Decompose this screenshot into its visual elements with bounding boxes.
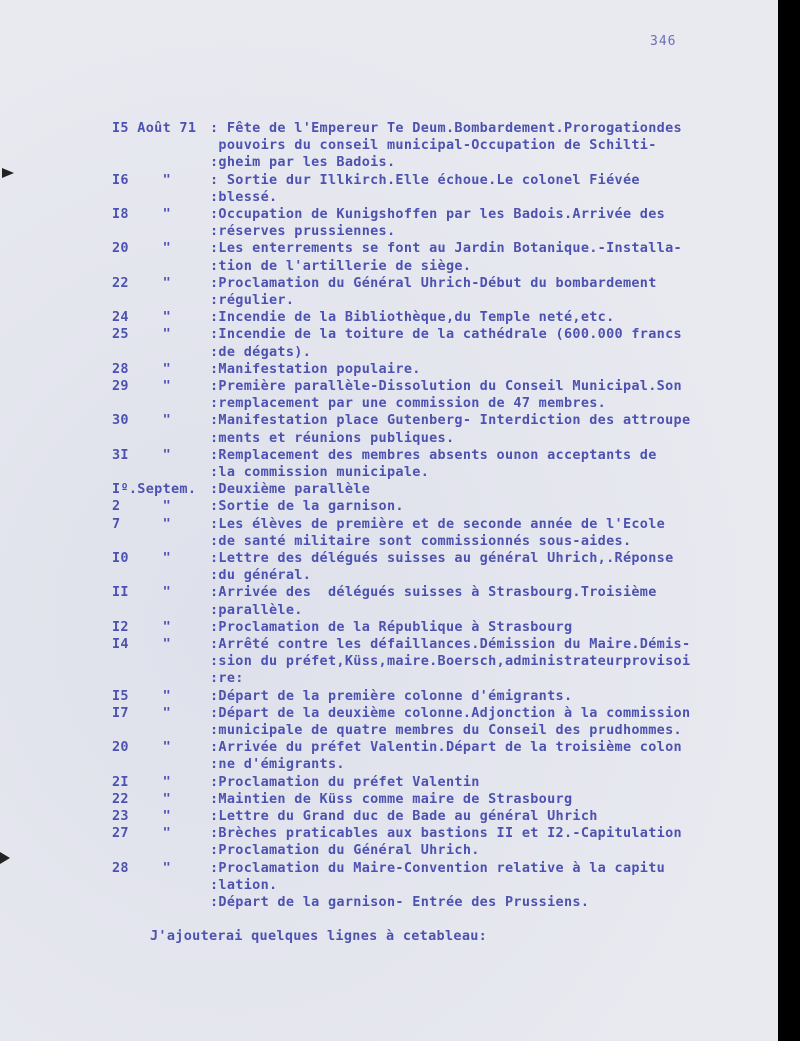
- entry-text-line: :ments et réunions publiques.: [210, 429, 455, 446]
- entry-date: 28 ": [112, 859, 171, 876]
- entry-date: Iº.Septem.: [112, 481, 197, 498]
- entry-date: I6 ": [112, 171, 171, 188]
- entry-text-line: :Proclamation du Maire-Convention relative à la capitu: [210, 859, 666, 876]
- entry-text-line: :Brèches praticables aux bastions II et I2.-Capitulation: [210, 825, 682, 842]
- entry-text-line: :Départ de la première colonne d'émigrants.: [210, 687, 573, 704]
- entry-text-line: :Départ de la deuxième colonne.Adjonction à la commission: [210, 704, 691, 721]
- entry-text-line: :Les élèves de première et de seconde année de l'Ecole: [210, 515, 666, 532]
- entry-text-line: :Incendie de la toiture de la cathédrale (600.000 francs: [210, 326, 682, 343]
- entry-date: 23 ": [112, 808, 171, 824]
- entry-date: 22 ": [112, 790, 171, 807]
- entry-text-line: :Maintien de Küss comme maire de Strasbourg: [210, 790, 573, 807]
- entry-date: I7 ": [112, 704, 171, 721]
- entry-date: I5 ": [112, 687, 171, 704]
- entry-text-line: :Proclamation du Général Uhrich.: [210, 842, 480, 859]
- entry-text-line: :tion de l'artillerie de siège.: [210, 257, 472, 274]
- entry-text-line: :gheim par les Badois.: [210, 154, 396, 171]
- entry-text-line: :re:: [210, 670, 244, 687]
- binder-hole-mark-bottom: [0, 852, 10, 864]
- entry-text-line: :réserves prussiennes.: [210, 223, 396, 240]
- entry-text-line: :Occupation de Kunigshoffen par les Badois.Arrivée des: [210, 206, 666, 222]
- entry-text-line: :Arrêté contre les défaillances.Démission du Maire.Démis-: [210, 636, 691, 652]
- entry-date: 25 ": [112, 326, 171, 343]
- entry-date: 22 ": [112, 274, 171, 291]
- entry-date: I5 Août 71: [112, 120, 197, 136]
- entry-date: 20 ": [112, 240, 171, 257]
- entry-text-line: :blessé.: [210, 188, 278, 205]
- entry-date: 20 ": [112, 739, 171, 756]
- entry-date: I0 ": [112, 550, 171, 566]
- entry-text-line: :Proclamation du Général Uhrich-Début du bombardement: [210, 274, 657, 291]
- entry-date: 28 ": [112, 360, 171, 377]
- entry-text-line: :de dégats).: [210, 343, 312, 360]
- entry-text-line: :Les enterrements se font au Jardin Botanique.-Installa-: [210, 240, 682, 257]
- entry-text-line: :municipale de quatre membres du Conseil des prudhommes.: [210, 722, 682, 738]
- entry-text-line: :Remplacement des membres absents ounon acceptants de: [210, 446, 657, 463]
- entry-text-line: :Proclamation du préfet Valentin: [210, 773, 480, 790]
- entry-date: 2 ": [112, 498, 171, 515]
- entry-text-line: :Sortie de la garnison.: [210, 498, 404, 515]
- entry-text-line: :la commission municipale.: [210, 464, 430, 480]
- entry-text-line: :Manifestation place Gutenberg- Interdiction des attroupe: [210, 412, 691, 429]
- entry-text-line: :de santé militaire sont commissionnés sous-aides.: [210, 532, 632, 549]
- entry-text-line: :Départ de la garnison- Entrée des Prussiens.: [210, 894, 590, 910]
- entry-text-line: :Arrivée des délégués suisses à Strasbourg.Troisième: [210, 584, 657, 601]
- entry-text-line: :Première parallèle-Dissolution du Conseil Municipal.Son: [210, 378, 682, 394]
- entry-date: I4 ": [112, 636, 171, 652]
- closing-sentence: J'ajouterai quelques lignes à cetableau:: [150, 928, 488, 944]
- entry-date: 2I ": [112, 773, 171, 790]
- entry-text-line: pouvoirs du conseil municipal-Occupation de Schilti-: [210, 137, 657, 154]
- entry-text-line: :Proclamation de la République à Strasbourg: [210, 618, 573, 635]
- entry-text-line: :parallèle.: [210, 601, 303, 618]
- entry-date: I2 ": [112, 618, 171, 635]
- entry-text-line: :Deuxième parallèle: [210, 481, 371, 498]
- entry-text-line: :Lettre des délégués suisses au général Uhrich,.Réponse: [210, 550, 674, 566]
- entry-date: 3I ": [112, 446, 171, 463]
- entry-date: II ": [112, 584, 171, 601]
- page-number: 346: [650, 34, 677, 49]
- entry-date: I8 ": [112, 206, 171, 222]
- entry-text-line: : Fête de l'Empereur Te Deum.Bombardement.Prorogationdes: [210, 120, 682, 136]
- entry-text-line: :Incendie de la Bibliothèque,du Temple neté,etc.: [210, 309, 615, 326]
- entry-date: 29 ": [112, 378, 171, 394]
- entry-text-line: :Manifestation populaire.: [210, 360, 421, 377]
- entry-text-line: : Sortie dur Illkirch.Elle échoue.Le colonel Fiévée: [210, 171, 640, 188]
- entry-text-line: :Arrivée du préfet Valentin.Départ de la troisième colon: [210, 739, 682, 756]
- entry-text-line: :ne d'émigrants.: [210, 756, 345, 773]
- entry-date: 24 ": [112, 309, 171, 326]
- entry-date: 7 ": [112, 515, 171, 532]
- entry-text-line: :Lettre du Grand duc de Bade au général Uhrich: [210, 808, 598, 824]
- entry-date: 30 ": [112, 412, 171, 429]
- entry-text-line: :sion du préfet,Küss,maire.Boersch,administrateurprovisoi: [210, 653, 691, 670]
- entry-text-line: :lation.: [210, 876, 278, 893]
- binder-hole-mark-top: [2, 168, 14, 178]
- entry-text-line: :remplacement par une commission de 47 membres.: [210, 395, 607, 412]
- entry-text-line: :du général.: [210, 567, 312, 584]
- entry-date: 27 ": [112, 825, 171, 842]
- entry-text-line: :régulier.: [210, 292, 295, 308]
